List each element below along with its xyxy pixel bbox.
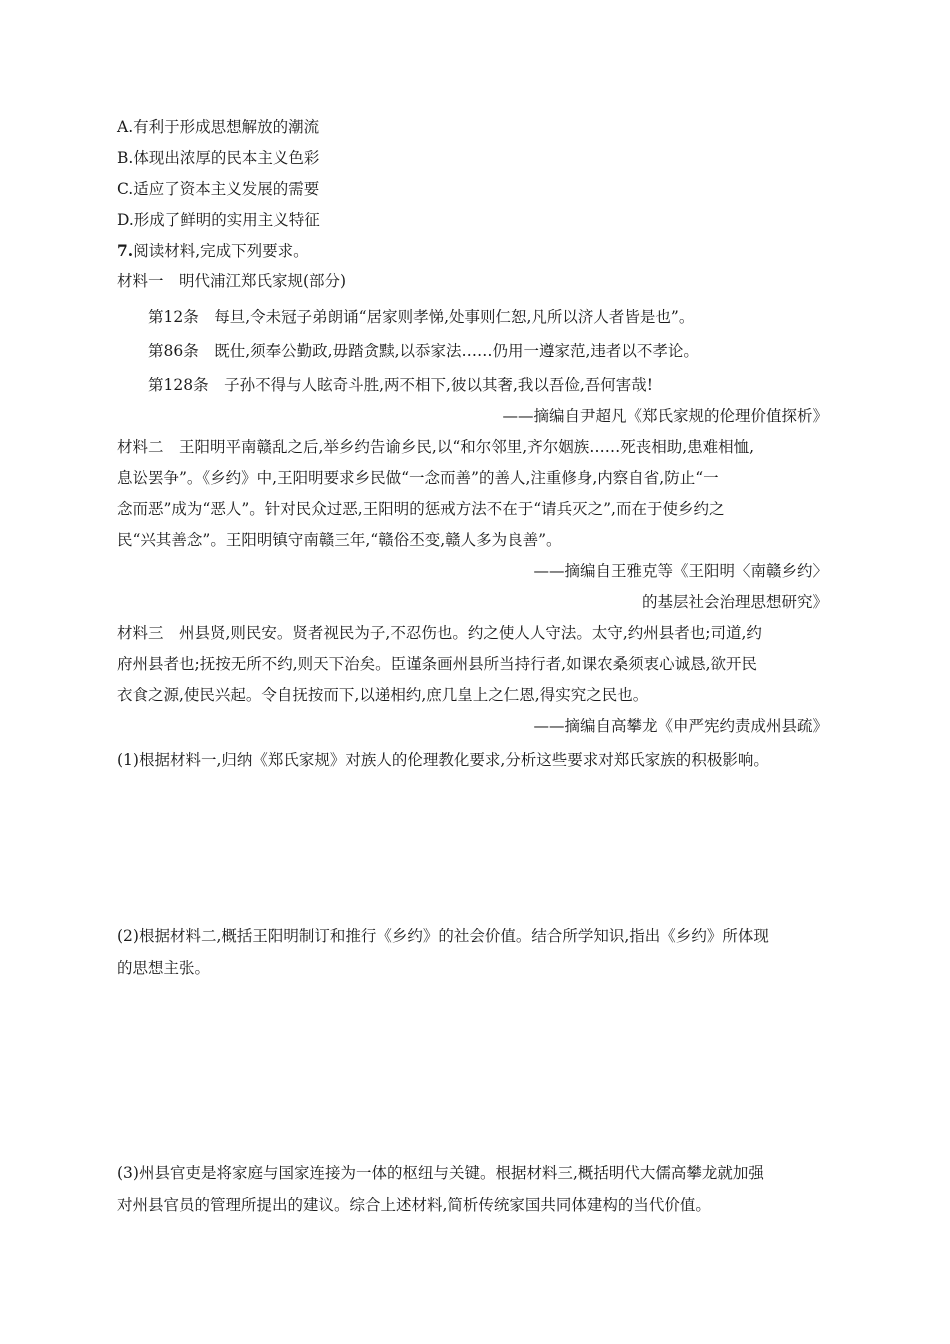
option-d: D.形成了鲜明的实用主义特征	[117, 211, 320, 229]
material2-line: 念而恶”成为“恶人”。针对民众过恶,王阳明的惩戒方法不在于“请兵灭之”,而在于使乡约之	[117, 500, 725, 518]
sub-question-3-line1: (3)州县官吏是将家庭与国家连接为一体的枢纽与关键。根据材料三,概括明代大儒高攀龙就加强	[117, 1164, 764, 1182]
sub-question-2-line2: 的思想主张。	[117, 959, 211, 977]
material3-line: 衣食之源,使民兴起。令自抚按而下,以递相约,庶几皇上之仁恩,得实究之民也。	[117, 686, 649, 704]
material3-source: ——摘编自高攀龙《申严宪约责成州县疏》	[533, 717, 828, 735]
material1-rule-12: 第12条 每旦,令未冠子弟朗诵“居家则孝悌,处事则仁恕,凡所以济人者皆是也”。	[148, 308, 695, 326]
option-b: B.体现出浓厚的民本主义色彩	[117, 149, 320, 167]
question-prompt: 阅读材料,完成下列要求。	[133, 242, 309, 260]
material2-source-line1: ——摘编自王雅克等《王阳明〈南赣乡约〉	[533, 562, 828, 580]
option-a: A.有利于形成思想解放的潮流	[117, 118, 320, 136]
material3-line: 材料三 州县贤,则民安。贤者视民为子,不忍伤也。约之使人人守法。太守,约州县者也;司道,约	[117, 624, 762, 642]
question-number: 7.	[117, 241, 134, 260]
option-c: C.适应了资本主义发展的需要	[117, 180, 320, 198]
sub-question-3-line2: 对州县官员的管理所提出的建议。综合上述材料,简析传统家国共同体建构的当代价值。	[117, 1196, 711, 1214]
question-7	[117, 240, 309, 262]
material1-rule-128: 第128条 子孙不得与人眩奇斗胜,两不相下,彼以其奢,我以吾俭,吾何害哉!	[148, 376, 654, 394]
material2-line: 息讼罢争”。《乡约》中,王阳明要求乡民做“一念而善”的善人,注重修身,内察自省,防止“一	[117, 469, 719, 487]
material3-line: 府州县者也;抚按无所不约,则天下治矣。臣谨条画州县所当持行者,如课农桑须衷心诚恳,欲开民	[117, 655, 758, 673]
sub-question-2-line1: (2)根据材料二,概括王阳明制订和推行《乡约》的社会价值。结合所学知识,指出《乡约》所体现	[117, 927, 769, 945]
material2-source-line2: 的基层社会治理思想研究》	[641, 593, 828, 611]
material1-title: 材料一 明代浦江郑氏家规(部分)	[117, 272, 347, 290]
sub-question-1: (1)根据材料一,归纳《郑氏家规》对族人的伦理教化要求,分析这些要求对郑氏家族的积极影响。	[117, 751, 769, 769]
material1-source: ——摘编自尹超凡《郑氏家规的伦理价值探析》	[502, 407, 828, 425]
material2-line: 民“兴其善念”。王阳明镇守南赣三年,“赣俗丕变,赣人多为良善”。	[117, 531, 562, 549]
material1-rule-86: 第86条 既仕,须奉公勤政,毋踏贪黩,以忝家法……仍用一遵家范,违者以不孝论。	[148, 342, 699, 360]
material2-line: 材料二 王阳明平南赣乱之后,举乡约告谕乡民,以“和尔邻里,齐尔姻族……死丧相助,患难相恤,	[117, 438, 755, 456]
